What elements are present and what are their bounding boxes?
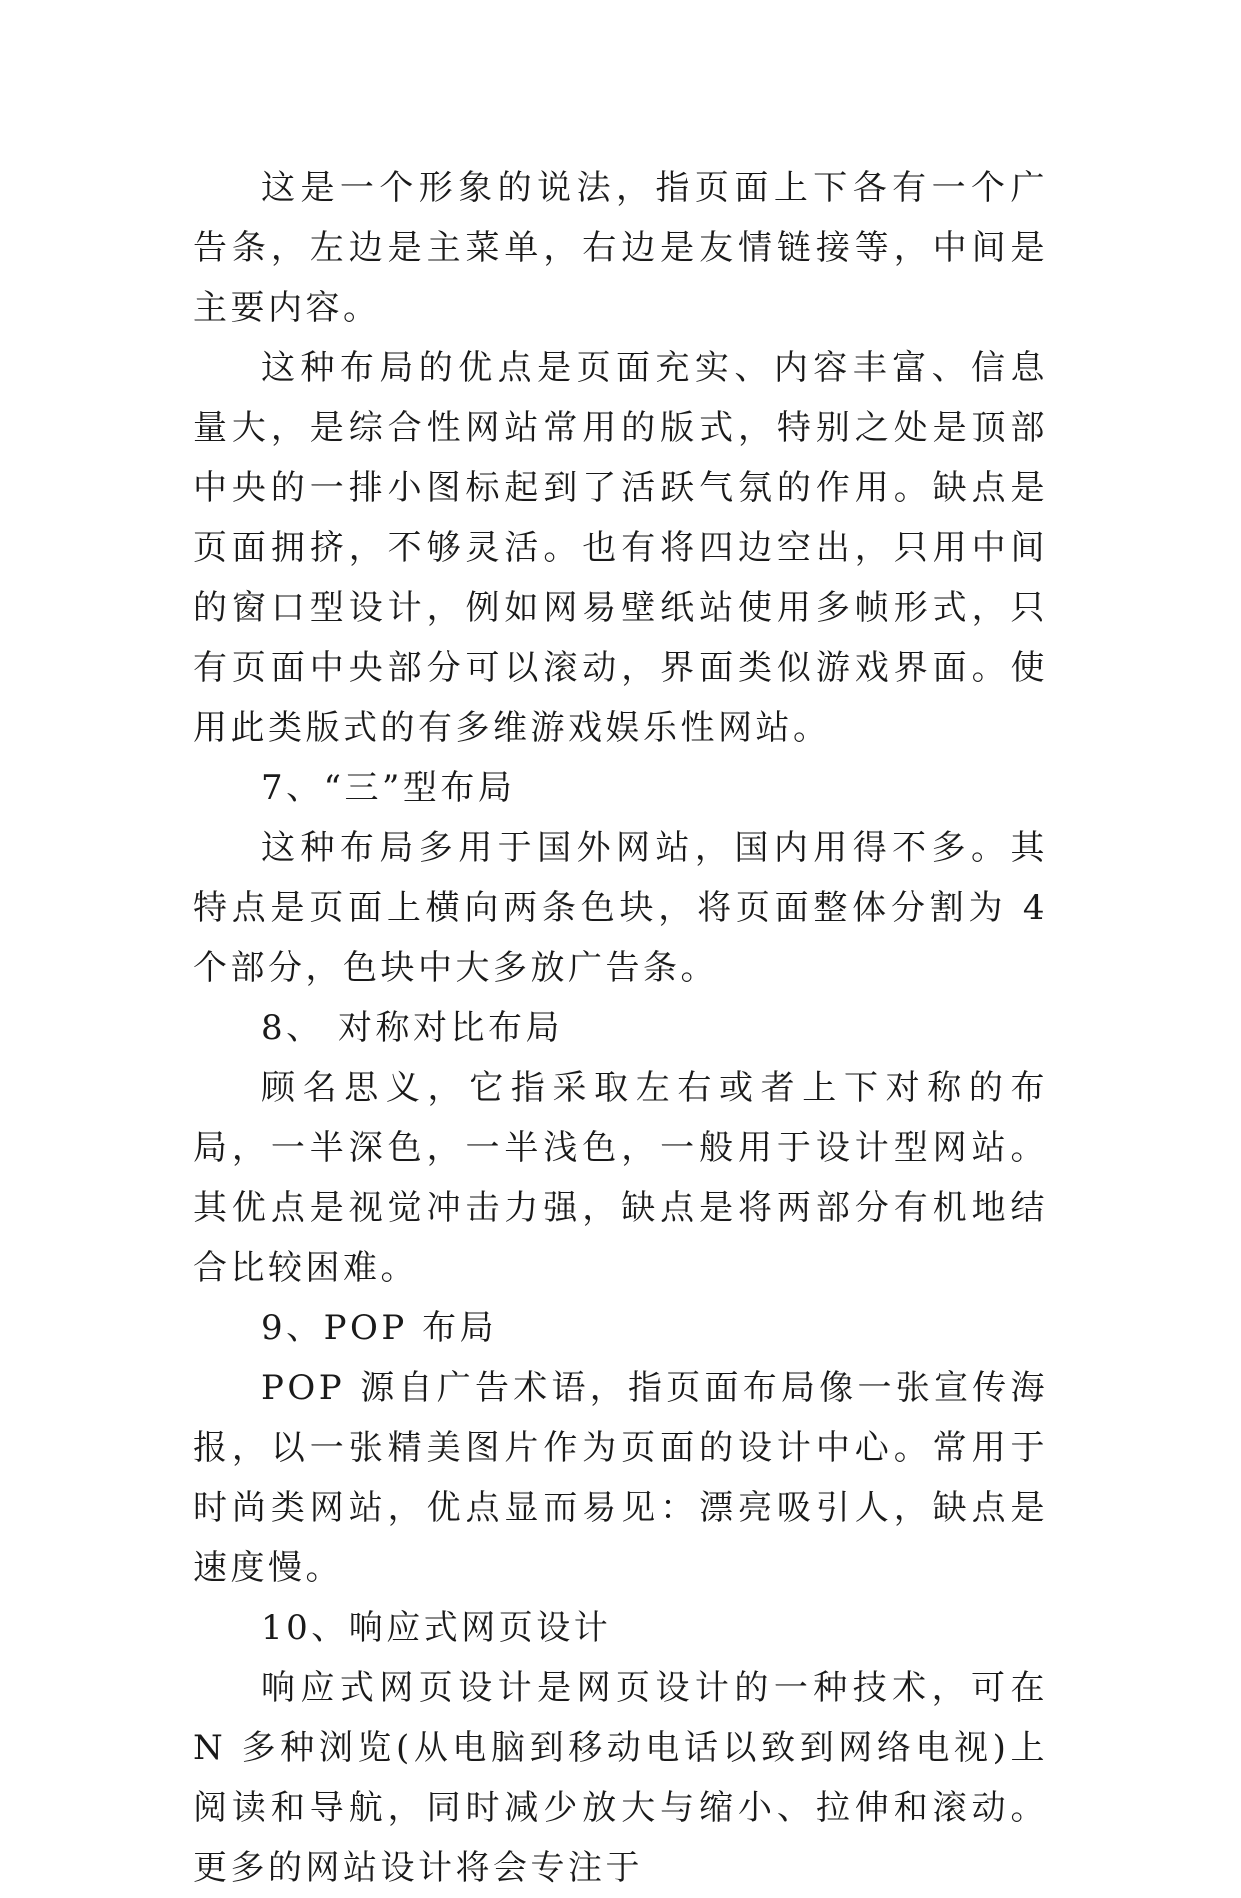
paragraph: POP 源自广告术语，指页面布局像一张宣传海报，以一张精美图片作为页面的设计中心。常用于时尚类网站，优点显而易见：漂亮吸引人，缺点是速度慢。 xyxy=(193,1368,1048,1588)
section-heading: 8、 对称对比布局 xyxy=(261,1008,563,1048)
section-heading: 10、响应式网页设计 xyxy=(261,1608,612,1648)
paragraph: 响应式网页设计是网页设计的一种技术，可在 N 多种浏览(从电脑到移动电话以致到网络电视)上阅读和导航，同时减少放大与缩小、拉伸和滚动。更多的网站设计将会专注于 xyxy=(193,1668,1048,1888)
document-page xyxy=(193,158,1048,1898)
paragraph: 这是一个形象的说法，指页面上下各有一个广告条，左边是主菜单，右边是友情链接等，中间是主要内容。 xyxy=(193,168,1048,328)
section-heading: 7、“三”型布局 xyxy=(261,768,516,808)
paragraph: 这种布局多用于国外网站，国内用得不多。其特点是页面上横向两条色块，将页面整体分割为 4 个部分，色块中大多放广告条。 xyxy=(193,828,1048,988)
paragraph: 这种布局的优点是页面充实、内容丰富、信息量大，是综合性网站常用的版式，特别之处是顶部中央的一排小图标起到了活跃气氛的作用。缺点是页面拥挤，不够灵活。也有将四边空出，只用中间的窗口型设计，例如网易壁纸站使用多帧形式，只有页面中央部分可以滚动，界面类似游戏界面。使用此类版式的有多维游戏娱乐性网站。 xyxy=(193,348,1048,748)
paragraph: 顾名思义，它指采取左右或者上下对称的布局，一半深色，一半浅色，一般用于设计型网站。其优点是视觉冲击力强，缺点是将两部分有机地结合比较困难。 xyxy=(193,1068,1048,1288)
section-heading: 9、POP 布局 xyxy=(261,1308,498,1348)
